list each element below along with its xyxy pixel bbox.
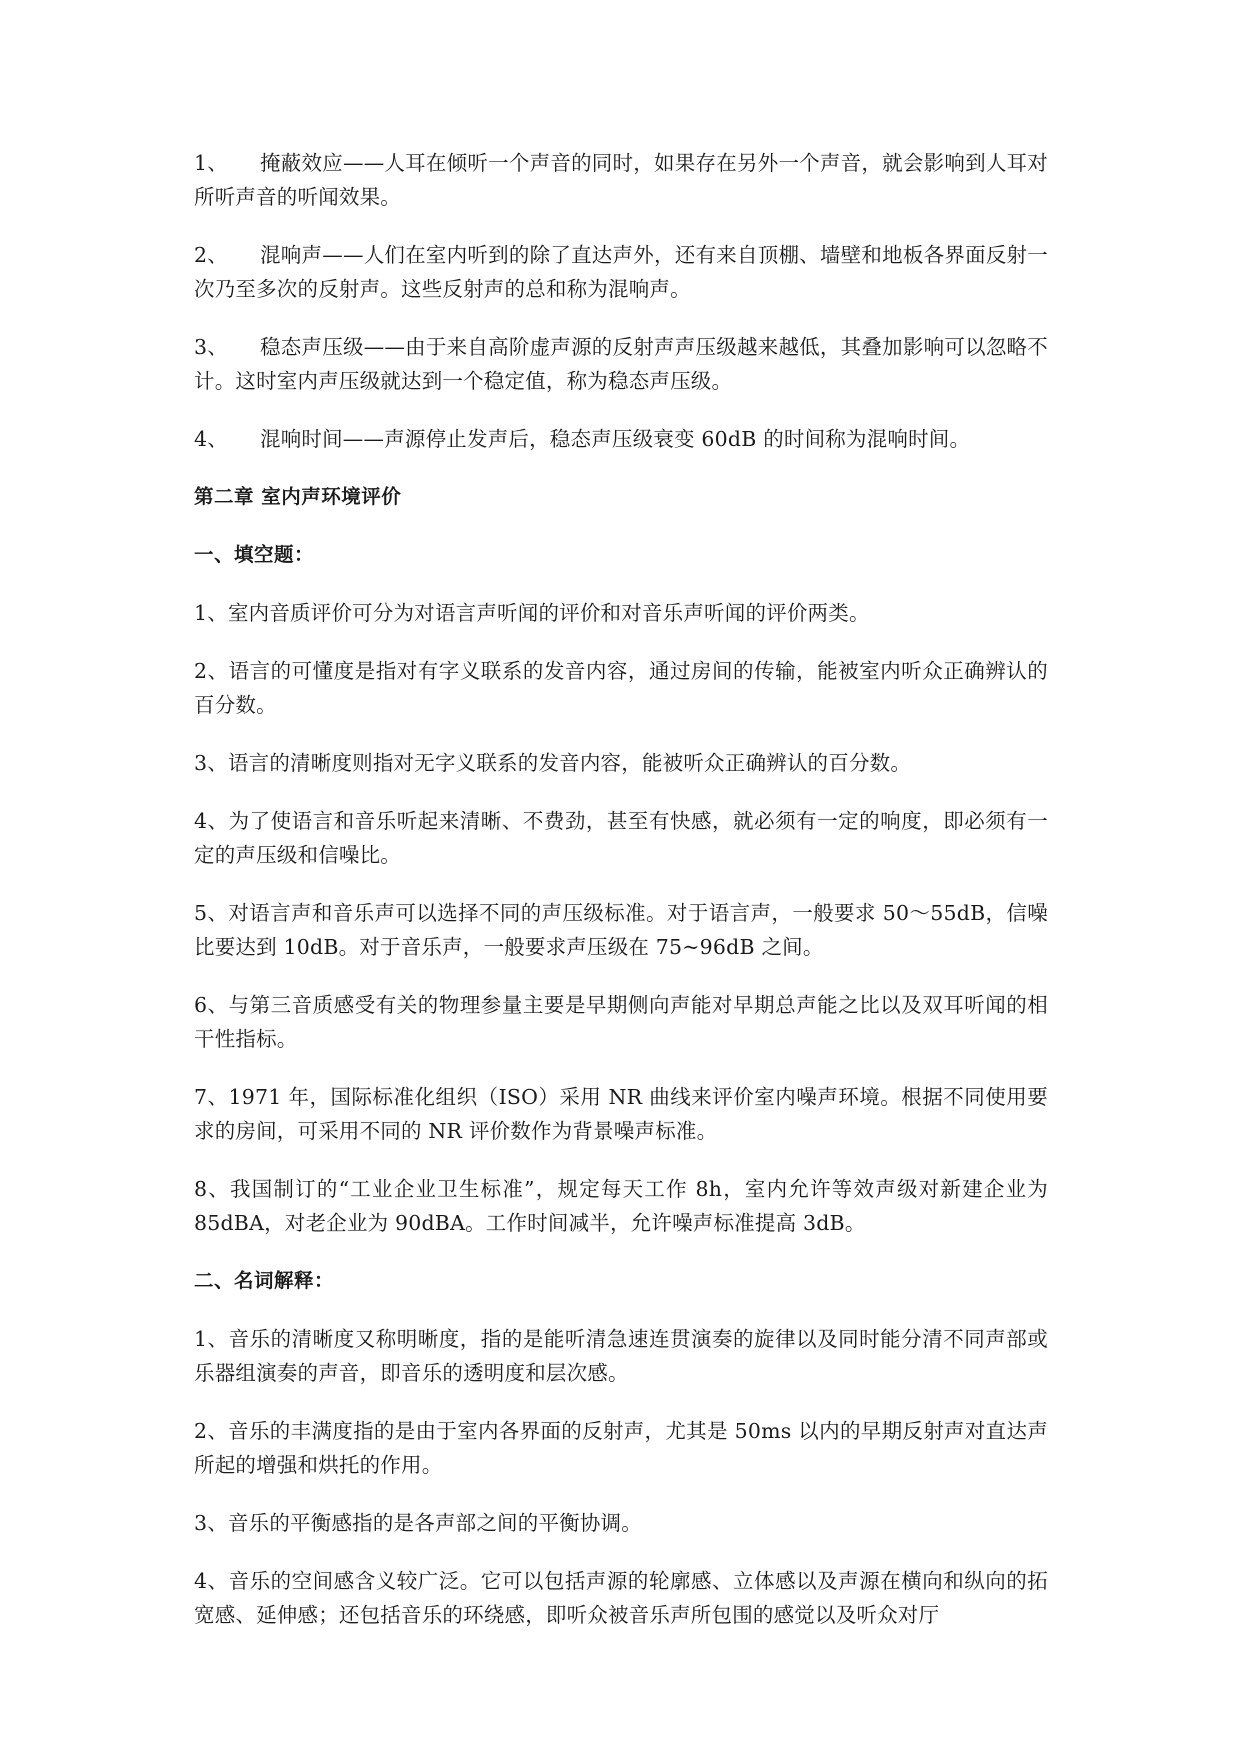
definition-item	[194, 146, 1048, 214]
section-title-fill-in: 一、填空题：	[194, 543, 315, 566]
fill-in-item: 3、语言的清晰度则指对无字义联系的发音内容，能被听众正确辨认的百分数。	[194, 751, 912, 775]
fill-in-item: 8、我国制订的“工业企业卫生标准”，规定每天工作 8h，室内允许等效声级对新建企业为 85dBA，对老企业为 90dBA。工作时间减半，允许噪声标准提高 3dB。	[194, 1177, 1048, 1235]
definition-item	[194, 330, 1048, 398]
item-text: 混响时间——声源停止发声后，稳态声压级衰变 60dB 的时间称为混响时间。	[260, 427, 971, 451]
item-number: 3、	[194, 335, 228, 359]
fill-in-item: 7、1971 年，国际标准化组织（ISO）采用 NR 曲线来评价室内噪声环境。根据不同使用要求的房间，可采用不同的 NR 评价数作为背景噪声标准。	[194, 1085, 1048, 1143]
document-body	[194, 146, 1048, 1656]
item-text: 稳态声压级——由于来自高阶虚声源的反射声声压级越来越低，其叠加影响可以忽略不计。这时室内声压级就达到一个稳定值，称为稳态声压级。	[194, 335, 1048, 393]
section-title-terms: 二、名词解释：	[194, 1269, 335, 1292]
item-text: 混响声——人们在室内听到的除了直达声外，还有来自顶棚、墙壁和地板各界面反射一次乃至多次的反射声。这些反射声的总和称为混响声。	[194, 243, 1048, 301]
item-number: 4、	[194, 427, 228, 451]
item-number: 2、	[194, 243, 228, 267]
item-number: 1、	[194, 151, 228, 175]
term-item: 4、音乐的空间感含义较广泛。它可以包括声源的轮廓感、立体感以及声源在横向和纵向的拓宽感、延伸感；还包括音乐的环绕感，即听众被音乐声所包围的感觉以及听众对厅	[194, 1569, 1048, 1627]
definition-item	[194, 422, 1048, 456]
fill-in-item: 5、对语言声和音乐声可以选择不同的声压级标准。对于语言声，一般要求 50～55dB，信噪比要达到 10dB。对于音乐声，一般要求声压级在 75~96dB 之间。	[194, 901, 1048, 959]
fill-in-item: 6、与第三音质感受有关的物理参量主要是早期侧向声能对早期总声能之比以及双耳听闻的相干性指标。	[194, 993, 1048, 1051]
fill-in-item: 4、为了使语言和音乐听起来清晰、不费劲，甚至有快感，就必须有一定的响度，即必须有一定的声压级和信噪比。	[194, 809, 1048, 867]
term-item: 3、音乐的平衡感指的是各声部之间的平衡协调。	[194, 1511, 642, 1535]
chapter-title: 第二章 室内声环境评价	[194, 485, 402, 508]
item-text: 掩蔽效应——人耳在倾听一个声音的同时，如果存在另外一个声音，就会影响到人耳对所听声音的听闻效果。	[194, 151, 1048, 209]
fill-in-item: 1、室内音质评价可分为对语言声听闻的评价和对音乐声听闻的评价两类。	[194, 601, 870, 625]
term-item: 1、音乐的清晰度又称明晰度，指的是能听清急速连贯演奏的旋律以及同时能分清不同声部或乐器组演奏的声音，即音乐的透明度和层次感。	[194, 1327, 1048, 1385]
definition-item	[194, 238, 1048, 306]
term-item: 2、音乐的丰满度指的是由于室内各界面的反射声，尤其是 50ms 以内的早期反射声对直达声所起的增强和烘托的作用。	[194, 1419, 1048, 1477]
fill-in-item: 2、语言的可懂度是指对有字义联系的发音内容，通过房间的传输，能被室内听众正确辨认的百分数。	[194, 659, 1048, 717]
